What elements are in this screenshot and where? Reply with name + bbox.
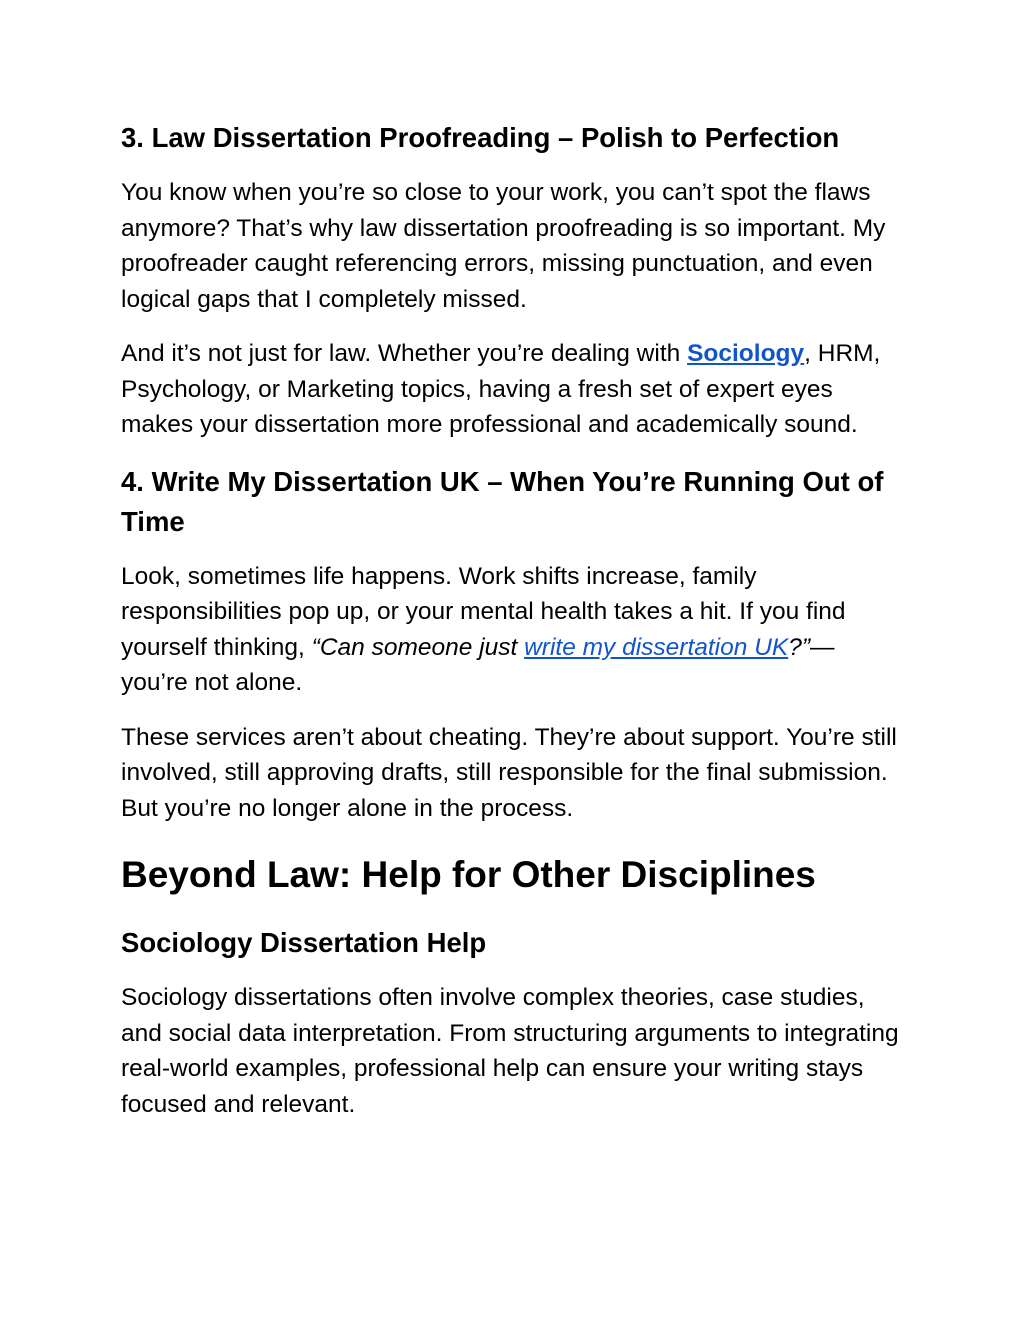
- sociology-link[interactable]: Sociology: [687, 340, 805, 367]
- section-3-paragraph-2: [121, 336, 901, 443]
- section-3-paragraph-1: You know when you’re so close to your work, you can’t spot the flaws anymore? That’s why law dissertation proofreading is so important. My proofreader caught referencing errors, missing punctuation, and even logical gaps that I completely missed.: [121, 179, 886, 313]
- section-4-paragraph-1-end: —you’re not alone.: [121, 633, 835, 696]
- section-4-paragraph-2: These services aren’t about cheating. They’re about support. You’re still involved, still approving drafts, still responsible for the final submission. But you’re no longer alone in the process.: [121, 723, 897, 822]
- section-3-paragraph-2-end: , HRM, Psychology, or Marketing topics, having a fresh set of expert eyes makes your dissertation more professional and academically sound.: [121, 340, 881, 438]
- sociology-heading: Sociology Dissertation Help: [121, 927, 487, 958]
- quote-start: “Can someone just: [311, 633, 525, 661]
- section-4-paragraph-1-start: Look, sometimes life happens. Work shifts increase, family responsibilities pop up, or your mental health takes a hit. If you find yourself thinking,: [121, 562, 846, 661]
- section-3-paragraph-2-start: And it’s not just for law. Whether you’re dealing with: [121, 340, 688, 367]
- section-4-paragraph-1: [121, 559, 901, 701]
- section-3-heading: 3. Law Dissertation Proofreading – Polish to Perfection: [121, 122, 840, 153]
- document-page: [121, 118, 901, 1122]
- sociology-paragraph-1: Sociology dissertations often involve complex theories, case studies, and social data interpretation. From structuring arguments to integrating real-world examples, professional help can ensure your writing stays focused and relevant.: [121, 984, 899, 1118]
- beyond-law-heading: Beyond Law: Help for Other Disciplines: [121, 854, 816, 895]
- section-4-heading: 4. Write My Dissertation UK – When You’re Running Out of Time: [121, 465, 884, 537]
- quote-end: ?”: [788, 633, 811, 661]
- write-my-dissertation-uk-link[interactable]: write my dissertation UK: [524, 633, 789, 661]
